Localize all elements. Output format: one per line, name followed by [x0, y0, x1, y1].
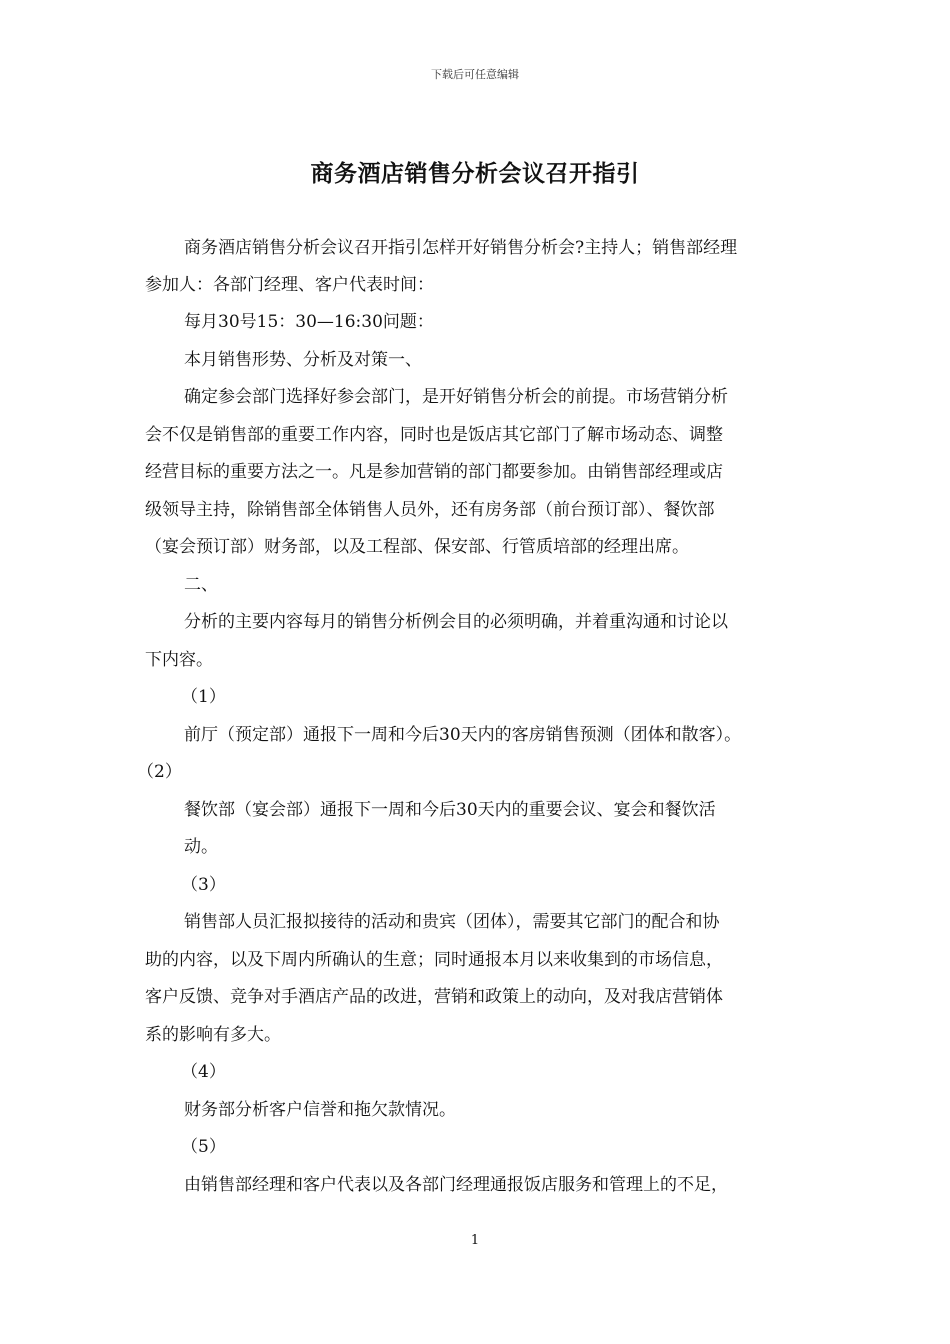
paragraph-line: 经营目标的重要方法之一。凡是参加营销的部门都要参加。由销售部经理或店	[145, 462, 723, 482]
paragraph-line: 商务酒店销售分析会议召开指引怎样开好销售分析会?主持人；销售部经理	[184, 238, 738, 258]
paragraph-line: （宴会预订部）财务部，以及工程部、保安部、行管质培部的经理出席。	[145, 537, 689, 557]
paragraph-line: 由销售部经理和客户代表以及各部门经理通报饭店服务和管理上的不足，	[184, 1175, 728, 1195]
paragraph-line: 确定参会部门选择好参会部门，是开好销售分析会的前提。市场营销分析	[184, 387, 728, 407]
document-title: 商务酒店销售分析会议召开指引	[310, 160, 640, 187]
header-note: 下载后可任意编辑	[431, 68, 519, 81]
section-heading: 二、	[184, 575, 218, 595]
paragraph-line: 助的内容，以及下周内所确认的生意；同时通报本月以来收集到的市场信息，	[145, 950, 723, 970]
paragraph-line: 餐饮部（宴会部）通报下一周和今后30天内的重要会议、宴会和餐饮活	[184, 800, 716, 820]
item-number: （3）	[181, 875, 226, 895]
paragraph-line: 销售部人员汇报拟接待的活动和贵宾（团体），需要其它部门的配合和协	[184, 912, 720, 932]
paragraph-line: 客户反馈、竞争对手酒店产品的改进，营销和政策上的动向，及对我店营销体	[145, 987, 723, 1007]
paragraph-line: 参加人：各部门经理、客户代表时间：	[145, 275, 434, 295]
paragraph-line: 级领导主持，除销售部全体销售人员外，还有房务部（前台预订部）、餐饮部	[145, 500, 715, 520]
paragraph-line: 下内容。	[145, 650, 213, 670]
paragraph-line: 前厅（预定部）通报下一周和今后30天内的客房销售预测（团体和散客）。	[184, 725, 742, 745]
page-number: 1	[470, 1233, 480, 1248]
paragraph-line: 每月30号15：30—16:30问题：	[184, 312, 434, 332]
item-number: （1）	[181, 687, 226, 707]
paragraph-line: 系的影响有多大。	[145, 1025, 281, 1045]
paragraph-line: 本月销售形势、分析及对策一、	[184, 350, 422, 370]
paragraph-line: 动。	[184, 837, 218, 857]
paragraph-line: 分析的主要内容每月的销售分析例会目的必须明确，并着重沟通和讨论以	[184, 612, 728, 632]
item-number: （4）	[181, 1062, 226, 1082]
item-number: （2）	[137, 762, 182, 782]
paragraph-line: 会不仅是销售部的重要工作内容，同时也是饭店其它部门了解市场动态、调整	[145, 425, 723, 445]
document-body	[137, 230, 815, 1210]
paragraph-line: 财务部分析客户信誉和拖欠款情况。	[184, 1100, 456, 1120]
item-number: （5）	[181, 1137, 226, 1157]
